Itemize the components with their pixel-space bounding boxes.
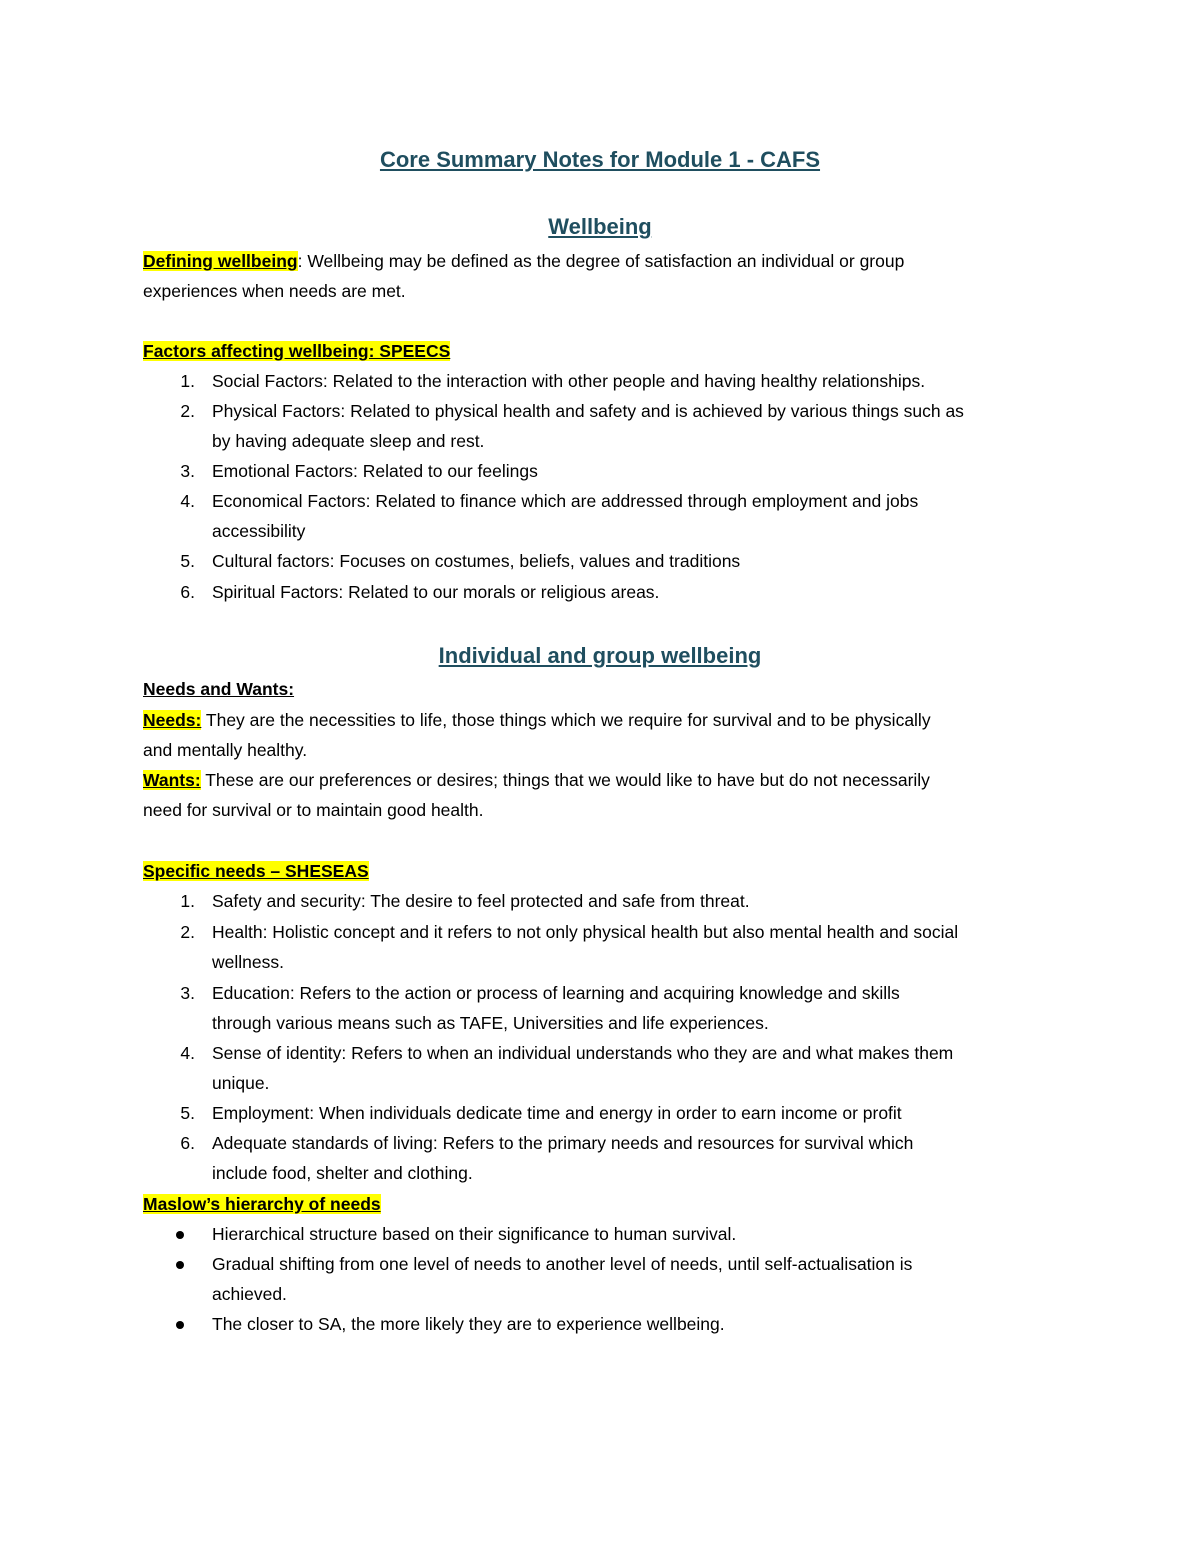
maslow-bullet-3: The closer to SA, the more likely they are to experience wellbeing. [212, 1314, 725, 1334]
wants-text-line1: These are our preferences or desires; things that we would like to have but do not necessarily [200, 770, 930, 790]
need-item-health: Health: Holistic concept and it refers to not only physical health but also mental health and social [212, 922, 959, 942]
need-item-identity: Sense of identity: Refers to when an individual understands who they are and what makes them [212, 1043, 954, 1063]
factor-item-physical-cont: by having adequate sleep and rest. [212, 431, 485, 451]
need-number: 2. [180, 922, 195, 942]
need-item-employment: Employment: When individuals dedicate time and energy in order to earn income or profit [212, 1103, 902, 1123]
factor-number: 6. [180, 582, 195, 602]
factor-number: 1. [180, 371, 195, 391]
need-item-living-standards: Adequate standards of living: Refers to the primary needs and resources for survival which [212, 1133, 914, 1153]
definition-text-line1: Wellbeing may be defined as the degree of satisfaction an individual or group [302, 251, 905, 271]
definition-paragraph [143, 246, 904, 276]
maslow-bullet-2: Gradual shifting from one level of needs to another level of needs, until self-actualisation is [212, 1254, 913, 1274]
need-number: 6. [180, 1133, 195, 1153]
bullet-icon [176, 1261, 184, 1269]
maslow-bullet-1: Hierarchical structure based on their significance to human survival. [212, 1224, 737, 1244]
maslow-heading [143, 1189, 381, 1219]
section-heading-wellbeing: Wellbeing [548, 214, 652, 239]
wants-text-line2: need for survival or to maintain good health. [143, 800, 484, 820]
need-item-health-cont: wellness. [212, 952, 284, 972]
factor-number: 3. [180, 461, 195, 481]
factor-number: 2. [180, 401, 195, 421]
factors-heading [143, 336, 450, 366]
factor-item-spiritual: Spiritual Factors: Related to our morals or religious areas. [212, 582, 660, 602]
factor-item-economical-cont: accessibility [212, 521, 306, 541]
section-heading-individual-group: Individual and group wellbeing [438, 643, 762, 668]
factor-item-economical: Economical Factors: Related to finance which are addressed through employment and jobs [212, 491, 919, 511]
needs-label: Needs: [143, 710, 202, 730]
specific-needs-label: Specific needs – SHESEAS [143, 861, 369, 881]
wants-paragraph [143, 765, 930, 795]
maslow-label: Maslow’s hierarchy of needs [143, 1194, 381, 1214]
factor-number: 4. [180, 491, 195, 511]
need-number: 1. [180, 891, 195, 911]
maslow-bullet-2-cont: achieved. [212, 1284, 287, 1304]
needs-text-line2: and mentally healthy. [143, 740, 308, 760]
need-number: 5. [180, 1103, 195, 1123]
specific-needs-heading [143, 856, 369, 886]
bullet-icon [176, 1231, 184, 1239]
bullet-icon [176, 1321, 184, 1329]
factor-item-social: Social Factors: Related to the interaction with other people and having healthy relationships. [212, 371, 926, 391]
needs-wants-heading: Needs and Wants: [143, 679, 295, 699]
need-number: 4. [180, 1043, 195, 1063]
need-item-safety: Safety and security: The desire to feel protected and safe from threat. [212, 891, 750, 911]
needs-text-line1: They are the necessities to life, those things which we require for survival and to be physically [201, 710, 931, 730]
need-number: 3. [180, 983, 195, 1003]
factor-number: 5. [180, 551, 195, 571]
factor-item-emotional: Emotional Factors: Related to our feelings [212, 461, 538, 481]
factor-item-cultural: Cultural factors: Focuses on costumes, beliefs, values and traditions [212, 551, 741, 571]
needs-paragraph [143, 705, 931, 735]
definition-text-line2: experiences when needs are met. [143, 281, 406, 301]
page-title: Core Summary Notes for Module 1 - CAFS [379, 147, 821, 172]
definition-label: Defining wellbeing [143, 251, 298, 271]
need-item-education-cont: through various means such as TAFE, Universities and life experiences. [212, 1013, 769, 1033]
need-item-education: Education: Refers to the action or process of learning and acquiring knowledge and skills [212, 983, 900, 1003]
definition-colon: : [297, 251, 303, 271]
need-item-living-standards-cont: include food, shelter and clothing. [212, 1163, 473, 1183]
wants-label: Wants: [143, 770, 201, 790]
factors-label: Factors affecting wellbeing: SPEECS [143, 341, 451, 361]
need-item-identity-cont: unique. [212, 1073, 270, 1093]
factor-item-physical: Physical Factors: Related to physical health and safety and is achieved by various things such as [212, 401, 964, 421]
